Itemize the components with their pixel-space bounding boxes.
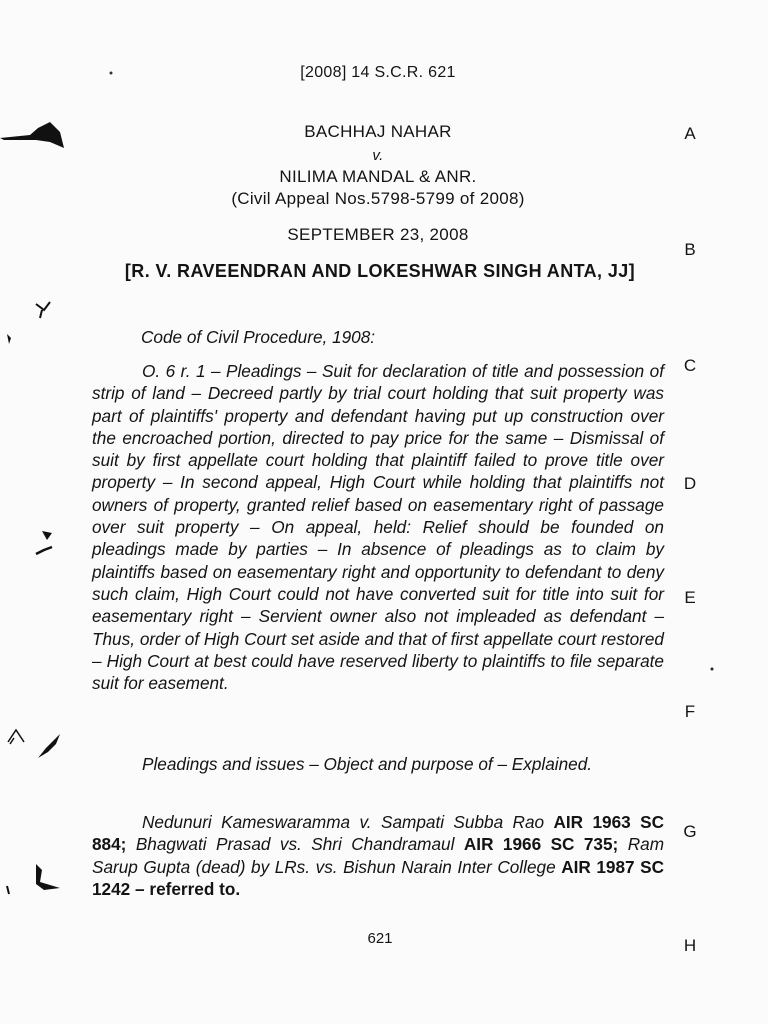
respondent-name: NILIMA MANDAL & ANR. xyxy=(279,167,477,186)
dash: – xyxy=(135,878,145,899)
margin-letter-d: D xyxy=(683,474,697,493)
case2-name: Bhagwati Prasad vs. Shri Chandramaul xyxy=(135,834,455,855)
scan-artifact-dot xyxy=(108,70,114,76)
case1-citation: AIR 1963 SC 884; xyxy=(92,812,664,855)
case2-citation: AIR 1966 SC 735; xyxy=(463,834,619,855)
margin-letter-f: F xyxy=(684,702,696,721)
margin-letter-g: G xyxy=(683,822,697,841)
appellant-name: BACHHAJ NAHAR xyxy=(304,122,452,141)
margin-letter-e: E xyxy=(684,588,696,607)
statute-heading: Code of Civil Procedure, 1908: xyxy=(141,327,376,347)
case3-name: Ram Sarup Gupta (dead) by LRs. vs. Bishun Narain Inter College xyxy=(92,834,665,877)
scan-artifact-feather-mark xyxy=(36,730,64,760)
margin-letter-c: C xyxy=(683,356,697,375)
scan-artifact-dot xyxy=(4,884,12,896)
scan-artifact-arrow-mark xyxy=(0,118,70,158)
scan-artifact-dot xyxy=(708,664,716,674)
page-number: 621 xyxy=(367,930,393,947)
margin-letter-h: H xyxy=(683,936,697,955)
margin-letter-b: B xyxy=(684,240,696,259)
margin-letter-a: A xyxy=(684,124,696,143)
pleadings-paragraph: Pleadings and issues – Object and purpose of – Explained. xyxy=(142,754,593,774)
versus-label: v. xyxy=(372,147,384,164)
scan-artifact-dot xyxy=(4,332,14,346)
headnote-paragraph: O. 6 r. 1 – Pleadings – Suit for declaration of title and possession of strip of land – Decreed partly by trial court holding that suit property was part of plaintiffs' property and defendant having put up construction over the encroached portion, directed to pay price for the same – Dismissal of suit by first appellate court holding that plaintiff failed to prove title over property – In second appeal, High Court while holding that plaintiffs not owners of property, granted relief based on easementary right of passage over suit property – On appeal, held: Relief should be founded on pleadings made by parties – In absence of pleadings as to claim by plaintiffs based on easementary right and opportunity to defendant to deny such claim, High Court could not have converted suit for title into suit for easementary right – Servient owner also not impleaded as defendant – Thus, order of High Court set aside and that of first appellate court restored – High Court at best could have reserved liberty to plaintiffs to file separate suit for easement. xyxy=(92,361,664,694)
scan-artifact-dash-mark xyxy=(34,544,54,558)
case1-name: Nedunuri Kameswaramma v. Sampati Subba Rao xyxy=(142,812,545,832)
case3-citation: AIR 1987 SC 1242 xyxy=(92,856,664,899)
appeal-number: (Civil Appeal Nos.5798-5799 of 2008) xyxy=(231,189,525,208)
bench-names: [R. V. RAVEENDRAN AND LOKESHWAR SINGH ANTA, JJ] xyxy=(124,261,636,281)
scan-artifact-arrow-mark xyxy=(30,862,64,896)
scan-artifact-arrow-mark xyxy=(40,528,54,542)
referred-to-label: referred to. xyxy=(149,878,241,899)
judgment-date: SEPTEMBER 23, 2008 xyxy=(287,225,469,244)
cases-referred-paragraph xyxy=(92,811,664,900)
scan-artifact-tick-mark xyxy=(6,726,28,746)
scan-artifact-tick-mark xyxy=(34,298,54,320)
report-citation: [2008] 14 S.C.R. 621 xyxy=(300,64,456,81)
